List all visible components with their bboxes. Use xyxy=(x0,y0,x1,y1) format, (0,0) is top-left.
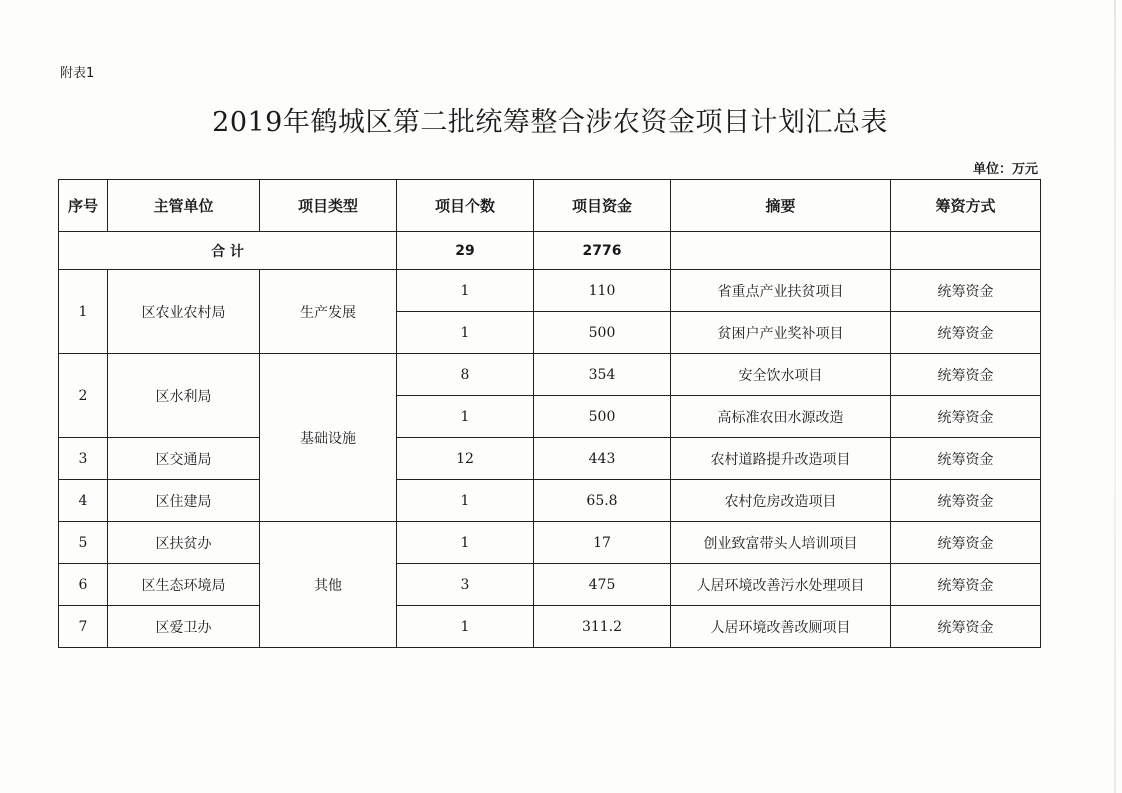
scan-edge-shadow xyxy=(1114,0,1116,793)
method-cell: 统筹资金 xyxy=(891,480,1041,522)
total-row xyxy=(59,232,1041,270)
funds-cell: 500 xyxy=(534,396,671,438)
funds-cell: 17 xyxy=(534,522,671,564)
method-cell: 统筹资金 xyxy=(891,522,1041,564)
funds-cell: 65.8 xyxy=(534,480,671,522)
count-cell: 12 xyxy=(397,438,534,480)
count-cell: 1 xyxy=(397,312,534,354)
header-summary: 摘要 xyxy=(671,180,891,232)
summary-cell: 安全饮水项目 xyxy=(671,354,891,396)
dept-cell: 区农业农村局 xyxy=(108,270,260,354)
table-row xyxy=(59,606,1041,648)
summary-cell: 创业致富带头人培训项目 xyxy=(671,522,891,564)
summary-cell: 人居环境改善污水处理项目 xyxy=(671,564,891,606)
count-cell: 1 xyxy=(397,396,534,438)
header-seq: 序号 xyxy=(59,180,108,232)
count-cell: 3 xyxy=(397,564,534,606)
dept-cell: 区水利局 xyxy=(108,354,260,438)
count-cell: 1 xyxy=(397,480,534,522)
funds-cell: 311.2 xyxy=(534,606,671,648)
header-method: 筹资方式 xyxy=(891,180,1041,232)
count-cell: 1 xyxy=(397,606,534,648)
method-cell: 统筹资金 xyxy=(891,354,1041,396)
summary-cell: 贫困户产业奖补项目 xyxy=(671,312,891,354)
seq-cell: 4 xyxy=(59,480,108,522)
dept-cell: 区住建局 xyxy=(108,480,260,522)
method-cell: 统筹资金 xyxy=(891,606,1041,648)
method-cell: 统筹资金 xyxy=(891,438,1041,480)
unit-label: 单位：万元 xyxy=(972,162,1038,177)
seq-cell: 5 xyxy=(59,522,108,564)
funds-cell: 110 xyxy=(534,270,671,312)
seq-cell: 2 xyxy=(59,354,108,438)
dept-cell: 区扶贫办 xyxy=(108,522,260,564)
table-row xyxy=(59,270,1041,312)
dept-cell: 区生态环境局 xyxy=(108,564,260,606)
summary-cell: 省重点产业扶贫项目 xyxy=(671,270,891,312)
total-summary-empty xyxy=(671,232,891,270)
type-cell: 生产发展 xyxy=(260,270,397,354)
header-funds: 项目资金 xyxy=(534,180,671,232)
total-count: 29 xyxy=(397,232,534,270)
total-method-empty xyxy=(891,232,1041,270)
summary-cell: 农村危房改造项目 xyxy=(671,480,891,522)
seq-cell: 1 xyxy=(59,270,108,354)
count-cell: 8 xyxy=(397,354,534,396)
table-row xyxy=(59,438,1041,480)
seq-cell: 7 xyxy=(59,606,108,648)
summary-cell: 人居环境改善改厕项目 xyxy=(671,606,891,648)
count-cell: 1 xyxy=(397,270,534,312)
summary-table xyxy=(58,179,1041,648)
type-cell: 其他 xyxy=(260,522,397,648)
funds-cell: 475 xyxy=(534,564,671,606)
method-cell: 统筹资金 xyxy=(891,312,1041,354)
table-header-row xyxy=(59,180,1041,232)
total-label: 合 计 xyxy=(59,232,397,270)
table-row xyxy=(59,480,1041,522)
header-count: 项目个数 xyxy=(397,180,534,232)
method-cell: 统筹资金 xyxy=(891,564,1041,606)
table-row xyxy=(59,522,1041,564)
table-row xyxy=(59,354,1041,396)
funds-cell: 443 xyxy=(534,438,671,480)
header-type: 项目类型 xyxy=(260,180,397,232)
seq-cell: 3 xyxy=(59,438,108,480)
seq-cell: 6 xyxy=(59,564,108,606)
table-row xyxy=(59,564,1041,606)
total-funds: 2776 xyxy=(534,232,671,270)
header-dept: 主管单位 xyxy=(108,180,260,232)
type-cell: 基础设施 xyxy=(260,354,397,522)
summary-cell: 农村道路提升改造项目 xyxy=(671,438,891,480)
summary-cell: 高标准农田水源改造 xyxy=(671,396,891,438)
dept-cell: 区爱卫办 xyxy=(108,606,260,648)
funds-cell: 500 xyxy=(534,312,671,354)
method-cell: 统筹资金 xyxy=(891,396,1041,438)
method-cell: 统筹资金 xyxy=(891,270,1041,312)
annex-label: 附表1 xyxy=(60,66,95,81)
count-cell: 1 xyxy=(397,522,534,564)
dept-cell: 区交通局 xyxy=(108,438,260,480)
funds-cell: 354 xyxy=(534,354,671,396)
page-title: 2019年鹤城区第二批统筹整合涉农资金项目计划汇总表 xyxy=(212,107,888,138)
